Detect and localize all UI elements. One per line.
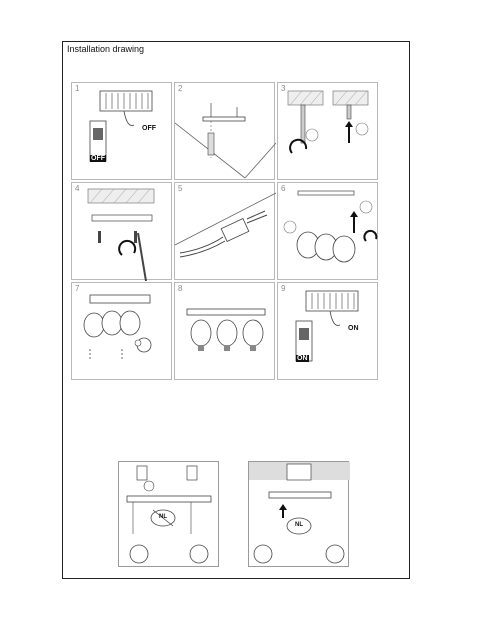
on-label: ON: [348, 325, 359, 332]
step-number: 3: [281, 84, 286, 93]
step-6-illustration: [278, 183, 379, 281]
step-1-illustration: [72, 83, 173, 181]
nl-label: NL: [159, 514, 167, 520]
step-number: 1: [75, 84, 80, 93]
bottom-left-panel: [118, 461, 219, 567]
nl-label: NL: [295, 522, 303, 528]
step-number: 8: [178, 284, 183, 293]
step-8-panel: [174, 282, 275, 380]
step-8-illustration: [175, 283, 276, 381]
step-2-illustration: [175, 83, 276, 181]
step-3-illustration: [278, 83, 379, 181]
page-title: Installation drawing: [67, 44, 145, 54]
on-badge: ON: [297, 355, 308, 362]
step-number: 4: [75, 184, 80, 193]
step-number: 9: [281, 284, 286, 293]
installation-page: [62, 41, 410, 579]
step-number: 6: [281, 184, 286, 193]
step-2-panel: [174, 82, 275, 180]
step-5-panel: [174, 182, 275, 280]
step-1-panel: [71, 82, 172, 180]
ceiling-mount-illustration: [119, 462, 220, 568]
installation-steps-grid: [71, 82, 381, 382]
step-7-illustration: [72, 283, 173, 381]
step-5-illustration: [175, 183, 276, 281]
step-9-panel: [277, 282, 378, 380]
step-9-illustration: [278, 283, 379, 381]
step-number: 5: [178, 184, 183, 193]
off-label: OFF: [142, 125, 156, 132]
step-number: 7: [75, 284, 80, 293]
off-badge: OFF: [91, 155, 105, 162]
step-4-illustration: [72, 183, 173, 281]
step-4-panel: [71, 182, 172, 280]
step-3-panel: [277, 82, 378, 180]
step-number: 2: [178, 84, 183, 93]
bracket-mount-illustration: [249, 462, 350, 568]
step-7-panel: [71, 282, 172, 380]
step-6-panel: [277, 182, 378, 280]
bottom-right-panel: [248, 461, 349, 567]
